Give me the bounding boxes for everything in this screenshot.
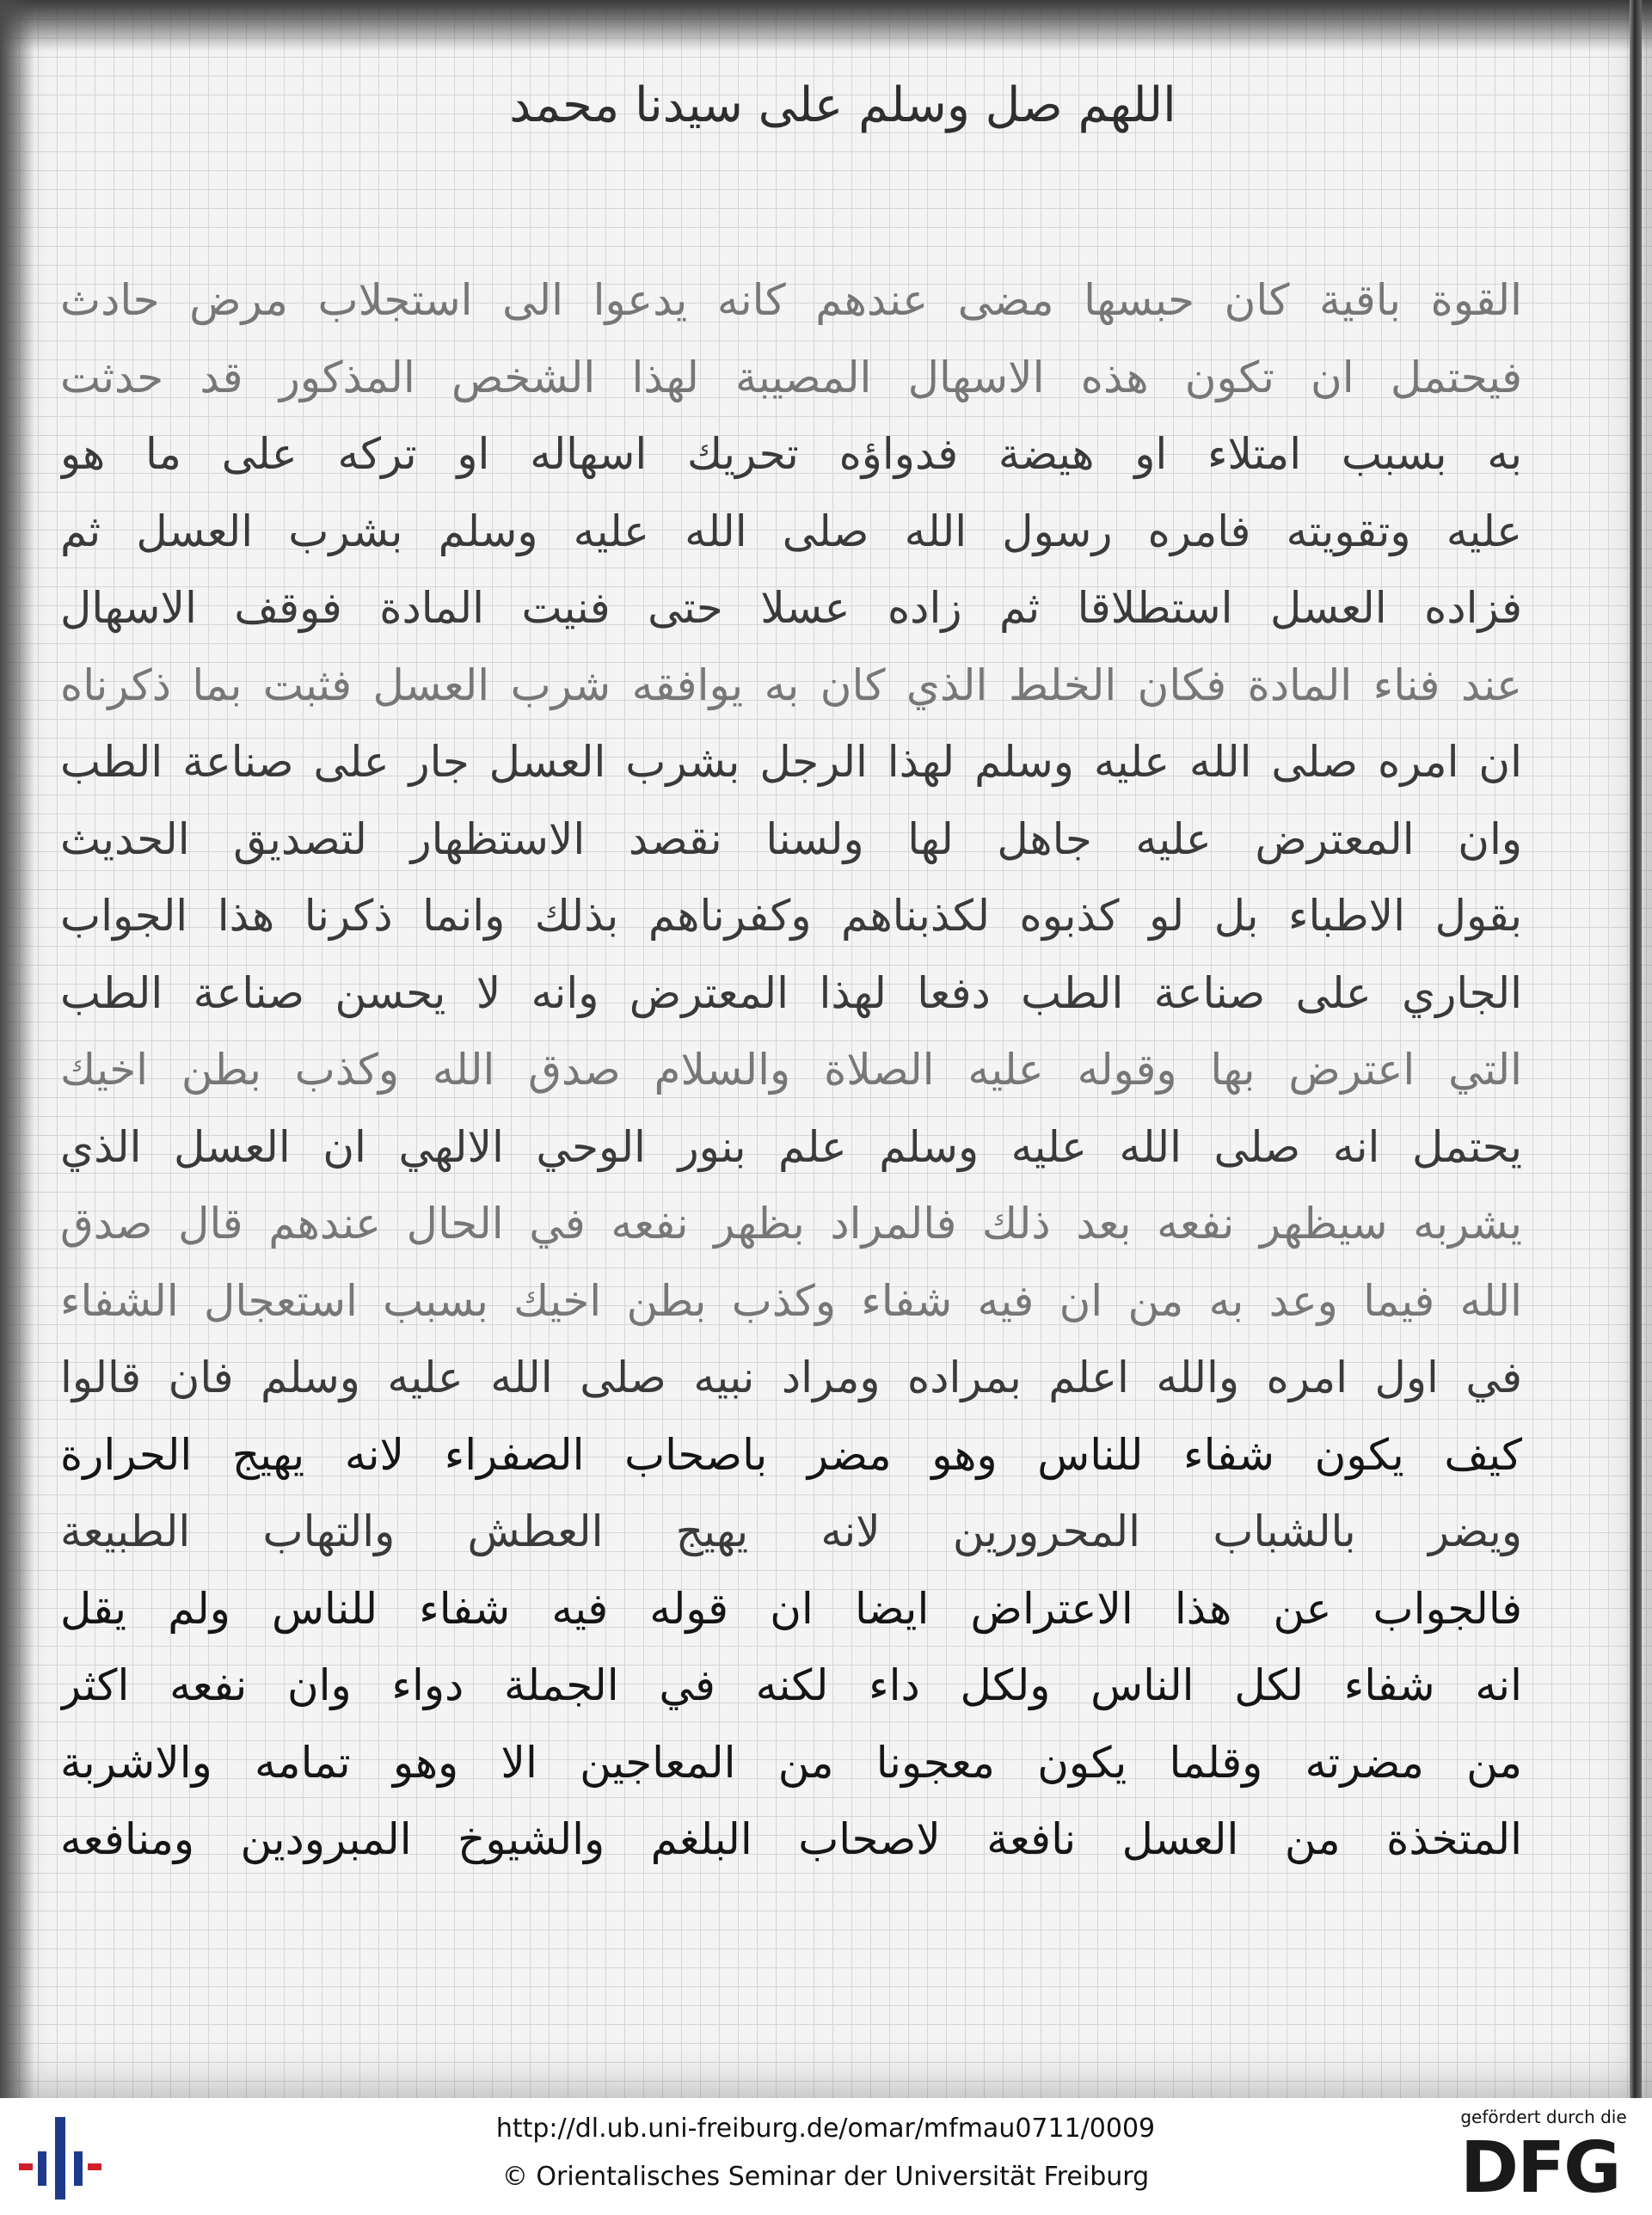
text-line: التي اعترض بها وقوله عليه الصلاة والسلام صدق الله وكذب بطن اخيك [60, 1045, 1522, 1095]
manuscript-heading: اللهم صل وسلم على سيدنا محمد [509, 77, 1176, 133]
manuscript-text [60, 262, 1522, 2051]
dfg-logo: DFG [1460, 2127, 1620, 2209]
text-line: ان امره صلى الله عليه وسلم لهذا الرجل بشرب العسل جار على صناعة الطب [60, 737, 1522, 787]
viewer-footer [0, 2098, 1652, 2215]
text-line: انه شفاء لكل الناس ولكل داء لكنه في الجملة دواء وان نفعه اكثر [60, 1660, 1522, 1710]
text-line: من مضرته وقلما يكون معجونا من المعاجين الا وهو تمامه والاشربة [60, 1737, 1522, 1788]
notebook-binding-edge [1630, 0, 1642, 2098]
text-line: الجاري على صناعة الطب دفعا لهذا المعترض وانه لا يحسن صناعة الطب [60, 967, 1522, 1018]
text-line: فزاده العسل استطلاقا ثم زاده عسلا حتى فنيت المادة فوقف الاسهال [60, 583, 1522, 633]
text-line: عليه وتقويته فامره رسول الله صلى الله عليه وسلم بشرب العسل ثم [60, 506, 1522, 556]
library-logo-icon [19, 2117, 103, 2200]
text-line: عند فناء المادة فكان الخلط الذي كان به يوافقه شرب العسل فثبت بما ذكرناه [60, 660, 1522, 710]
text-line: القوة باقية كان حبسها مضى عندهم كانه يدعوا الى استجلاب مرض حادث [60, 275, 1522, 325]
text-line: وان المعترض عليه جاهل لها ولسنا نقصد الاستظهار لتصديق الحديث [60, 813, 1522, 864]
text-line: به بسبب امتلاء او هيضة فدواؤه تحريك اسهاله او تركه على ما هو [60, 429, 1522, 479]
text-line: ويضر بالشباب المحرورين لانه يهيج العطش والتهاب الطبيعة [60, 1506, 1522, 1556]
text-line: الله فيما وعد به من ان فيه شفاء وكذب بطن اخيك بسبب استعجال الشفاء [60, 1275, 1522, 1326]
page-top-shadow [0, 0, 1652, 52]
funding-label: gefördert durch die [1460, 2107, 1627, 2127]
page-left-shadow [0, 0, 34, 2098]
text-line: يحتمل انه صلى الله عليه وسلم علم بنور الوحي الالهي ان العسل الذي [60, 1121, 1522, 1172]
text-line: فيحتمل ان تكون هذه الاسهال المصيبة لهذا الشخص المذكور قد حدثت [60, 352, 1522, 402]
text-line: كيف يكون شفاء للناس وهو مضر باصحاب الصفراء لانه يهيج الحرارة [60, 1429, 1522, 1480]
text-line: يشربه سيظهر نفعه بعد ذلك فالمراد بظهر نفعه في الحال عندهم قال صدق [60, 1199, 1522, 1249]
text-line: المتخذة من العسل نافعة لاصحاب البلغم والشيوخ المبرودين ومنافعه [60, 1814, 1522, 1864]
permalink-link[interactable]: http://dl.ub.uni-freiburg.de/omar/mfmau0711/0009 [495, 2114, 1156, 2144]
copyright-notice: © Orientalisches Seminar der Universität Freiburg [501, 2162, 1150, 2192]
text-line: فالجواب عن هذا الاعتراض ايضا ان قوله فيه شفاء للناس ولم يقل [60, 1583, 1522, 1634]
text-line: في اول امره والله اعلم بمراده ومراد نبيه صلى الله عليه وسلم فان قالوا [60, 1353, 1522, 1402]
text-line: بقول الاطباء بل لو كذبوه لكذبناهم وكفرناهم بذلك وانما ذكرنا هذا الجواب [60, 891, 1522, 941]
